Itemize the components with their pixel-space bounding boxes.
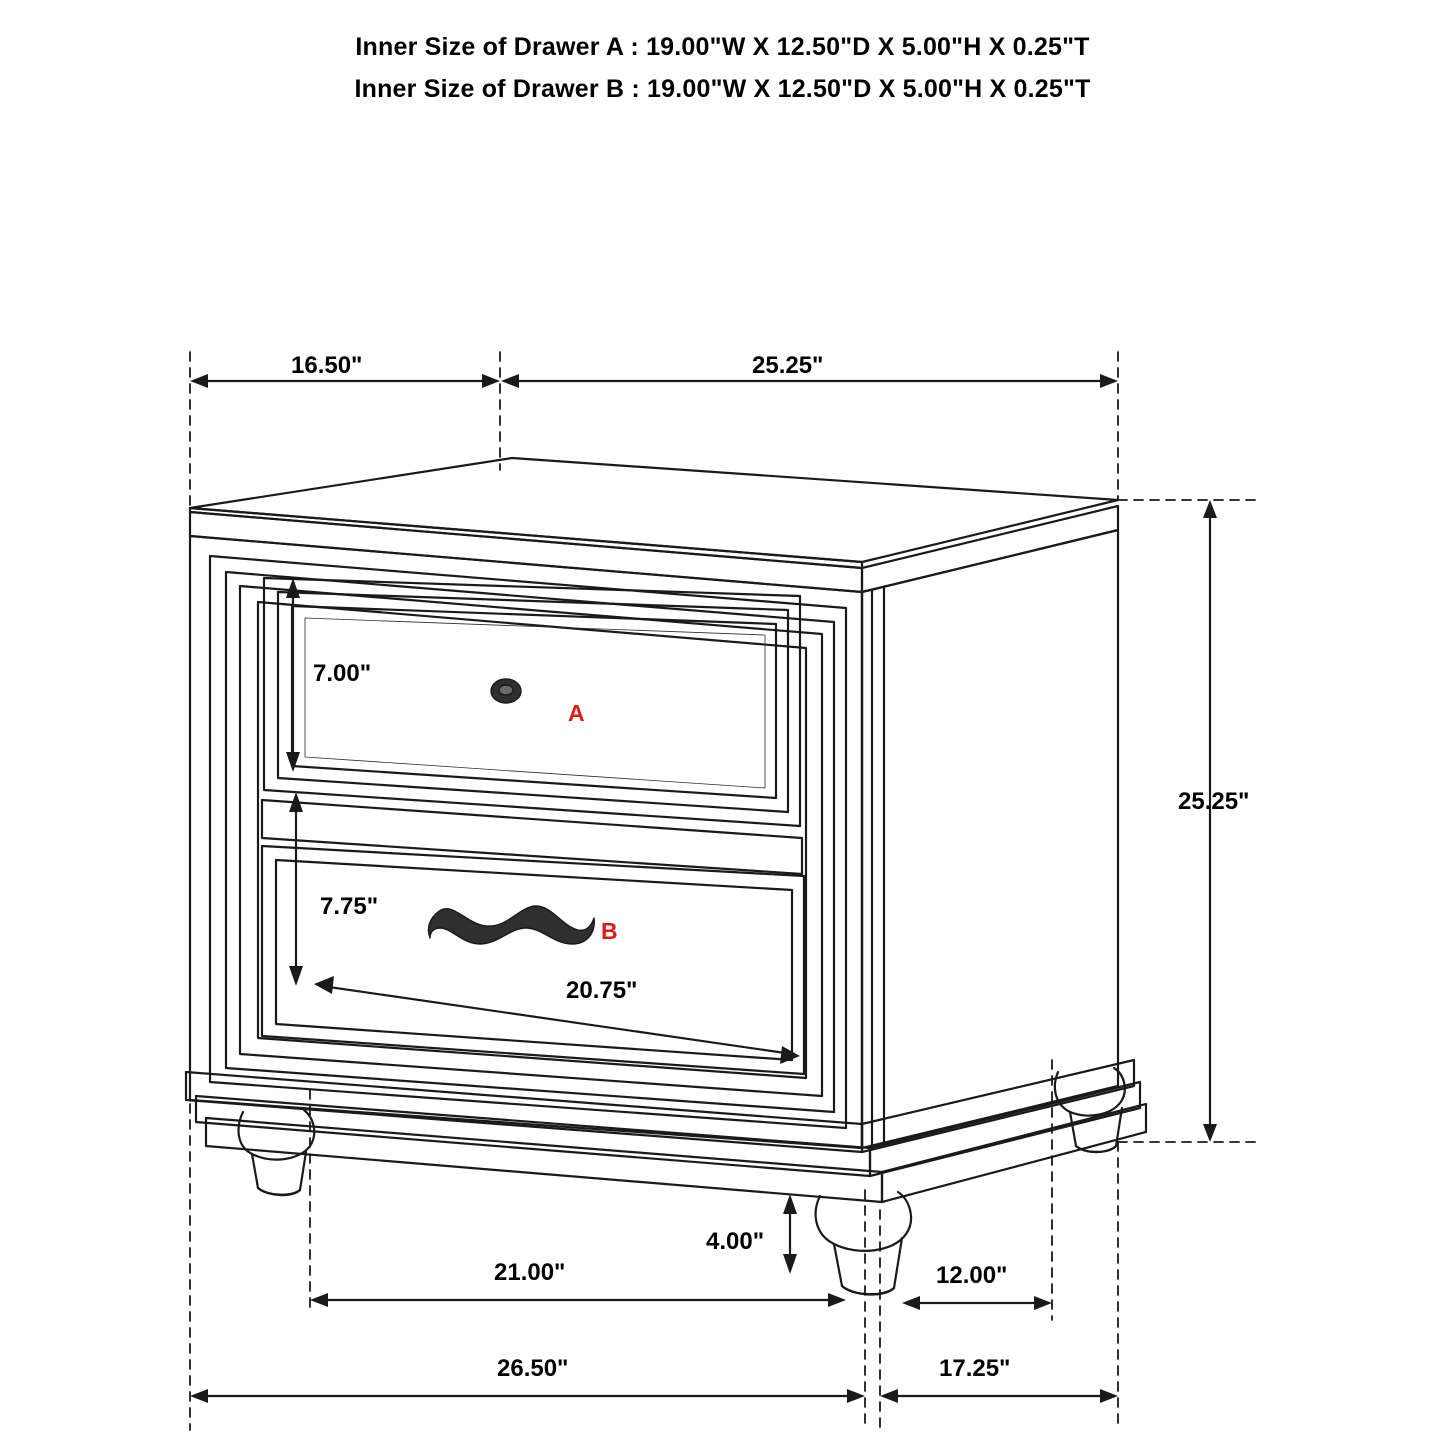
top-panel [190,458,1118,562]
drawer-a-knob [491,679,521,703]
dimension-label-top-right-width: 25.25" [752,352,824,379]
dimension-label-top-left-depth: 16.50" [291,352,363,379]
dimension-label-drawer-b-height: 7.75" [320,893,379,920]
dimension-side-depth [902,1296,1052,1310]
drawer-a-panel [292,606,776,798]
dimension-label-overall-width: 26.50" [497,1355,569,1382]
drawer-b-inner-size-text: Inner Size of Drawer B : 19.00"W X 12.50"D X 5.00"H X 0.25"T [354,75,1091,103]
dimension-label-inner-front-width: 21.00" [494,1259,566,1286]
dimension-inner-front-width [310,1293,846,1307]
drawer-b-bevel [276,860,792,1060]
dimension-leg-height [783,1194,797,1274]
callout-drawer-b: B [601,918,618,944]
case-front [190,536,862,1148]
drawer-a-texture [305,618,765,788]
dimension-label-overall-height: 25.25" [1178,788,1250,815]
dimension-overall-depth [880,1389,1118,1403]
dimension-label-drawer-b-width: 20.75" [566,977,638,1004]
case-side [862,530,1118,1148]
overall-height-dimension [1203,500,1217,1142]
base-rail-side-mid [870,1082,1140,1176]
dimension-label-leg-height: 4.00" [706,1228,765,1255]
base-rail-side-bottom [882,1104,1146,1202]
drawer-b-pull [428,906,594,944]
dimension-label-overall-depth: 17.25" [939,1355,1011,1382]
drawer-a-inner-size-text: Inner Size of Drawer A : 19.00"W X 12.50"D X 5.00"H X 0.25"T [355,33,1090,61]
dimension-label-side-depth: 12.00" [936,1262,1008,1289]
dimension-drawer-b-height [289,792,303,986]
drawer-b-front [262,846,804,1074]
dimension-overall-width [190,1389,865,1403]
leg-front-right [816,1192,911,1295]
dimension-drawer-b-width [314,976,800,1064]
extension-lines [190,352,1258,1430]
top-edge-side [862,506,1118,592]
callout-drawer-a: A [568,700,585,726]
dimension-label-drawer-a-height: 7.00" [313,660,372,687]
